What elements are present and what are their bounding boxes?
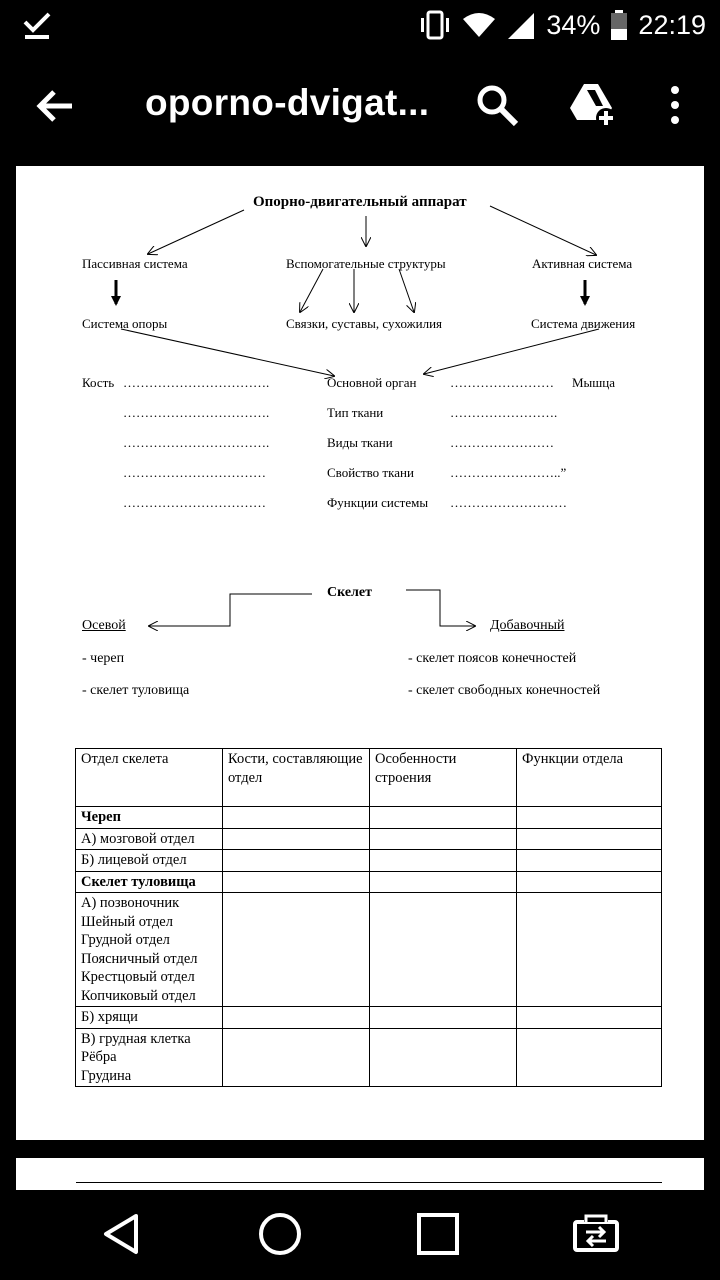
table-cell	[223, 807, 370, 829]
table-cell	[517, 1007, 662, 1029]
table-cell	[517, 828, 662, 850]
status-bar	[0, 0, 720, 50]
home-circle-icon[interactable]	[256, 1210, 304, 1258]
skeleton-table	[75, 748, 662, 1087]
app-bar	[0, 50, 720, 166]
document-page[interactable]	[16, 166, 704, 1140]
blank-right: ………………………	[450, 495, 567, 510]
axial-item: - череп	[82, 651, 125, 666]
signal-icon	[506, 11, 536, 39]
table-cell	[517, 850, 662, 872]
table-header-row	[76, 749, 662, 807]
compare-label: Основной орган	[327, 375, 417, 390]
diagram-heading: Опорно-двигательный аппарат	[253, 194, 467, 210]
compare-label: Свойство ткани	[327, 465, 414, 480]
battery-percent: 34%	[546, 9, 601, 40]
appendicular-item: - скелет поясов конечностей	[408, 651, 577, 666]
blank-left: …………………………….	[123, 375, 270, 390]
back-arrow-icon[interactable]	[32, 82, 80, 130]
recents-square-icon[interactable]	[414, 1210, 462, 1258]
table-cell	[223, 850, 370, 872]
table-cell	[223, 893, 370, 1007]
auxiliary-structures-label: Вспомогательные структуры	[286, 256, 446, 271]
table-cell	[517, 893, 662, 1007]
table-row-label: В) грудная клетка Рёбра Грудина	[76, 1028, 223, 1087]
active-system-label: Активная система	[532, 256, 633, 271]
table-header-cell: Кости, составляющие отдел	[223, 749, 370, 807]
table-cell	[370, 828, 517, 850]
table-row	[76, 1007, 662, 1029]
blank-right: ……………………..”	[450, 465, 567, 480]
appendicular-item: - скелет свободных конечностей	[408, 683, 601, 698]
compare-label: Функции системы	[327, 495, 429, 510]
table-row-label: Скелет туловища	[76, 871, 223, 893]
navigation-bar	[0, 1190, 720, 1280]
download-done-icon	[22, 8, 52, 40]
add-to-drive-icon[interactable]	[568, 80, 618, 130]
passive-system-label: Пассивная система	[82, 256, 188, 271]
axial-label: Осевой	[82, 618, 126, 633]
axial-item: - скелет туловища	[82, 683, 190, 698]
muscle-label: Мышца	[572, 375, 616, 390]
table-row-label: А) мозговой отдел	[76, 828, 223, 850]
back-triangle-icon[interactable]	[98, 1210, 146, 1258]
blank-left: ……………………………	[123, 465, 266, 480]
table-cell	[223, 1028, 370, 1087]
vibrate-icon	[418, 10, 452, 40]
table-header-cell: Функции отдела	[517, 749, 662, 807]
table-row	[76, 850, 662, 872]
table-cell	[370, 893, 517, 1007]
page-rule	[76, 1182, 662, 1183]
blank-right: ……………………	[450, 375, 554, 390]
wifi-icon	[462, 11, 496, 39]
blank-left: ……………………………	[123, 495, 266, 510]
ligaments-label: Связки, суставы, сухожилия	[286, 316, 443, 331]
document-title: oporno-dvigat...	[145, 82, 430, 123]
table-cell	[370, 1007, 517, 1029]
table-row	[76, 1028, 662, 1087]
table-cell	[370, 871, 517, 893]
bone-label: Кость	[82, 375, 115, 390]
compare-label: Виды ткани	[327, 435, 393, 450]
support-system-label: Система опоры	[82, 316, 168, 331]
table-row-label: Череп	[76, 807, 223, 829]
table-row	[76, 871, 662, 893]
battery-icon	[610, 10, 628, 40]
table-row-label: Б) лицевой отдел	[76, 850, 223, 872]
table-header-cell: Отдел скелета	[76, 749, 223, 807]
blank-left: …………………………….	[123, 405, 270, 420]
clock: 22:19	[638, 9, 706, 40]
table-cell	[370, 850, 517, 872]
table-row	[76, 807, 662, 829]
table-cell	[370, 1028, 517, 1087]
table-cell	[517, 807, 662, 829]
table-cell	[223, 1007, 370, 1029]
table-cell	[223, 828, 370, 850]
table-row-label: Б) хрящи	[76, 1007, 223, 1029]
table-cell	[370, 807, 517, 829]
table-cell	[517, 871, 662, 893]
table-row	[76, 828, 662, 850]
appendicular-label: Добавочный	[490, 618, 565, 633]
table-row	[76, 893, 662, 1007]
skeleton-heading: Скелет	[327, 585, 372, 600]
search-icon[interactable]	[474, 82, 520, 128]
table-cell	[223, 871, 370, 893]
blank-left: …………………………….	[123, 435, 270, 450]
movement-system-label: Система движения	[531, 316, 636, 331]
table-header-cell: Особенности строения	[370, 749, 517, 807]
table-cell	[517, 1028, 662, 1087]
switch-app-icon[interactable]	[572, 1210, 620, 1258]
blank-right: …………………….	[450, 405, 558, 420]
more-vert-icon[interactable]	[660, 82, 690, 128]
blank-right: ……………………	[450, 435, 554, 450]
table-row-label: А) позвоночник Шейный отдел Грудной отдел Поясничный отдел Крестцовый отдел Копчиковый отдел	[76, 893, 223, 1007]
compare-label: Тип ткани	[327, 405, 384, 420]
